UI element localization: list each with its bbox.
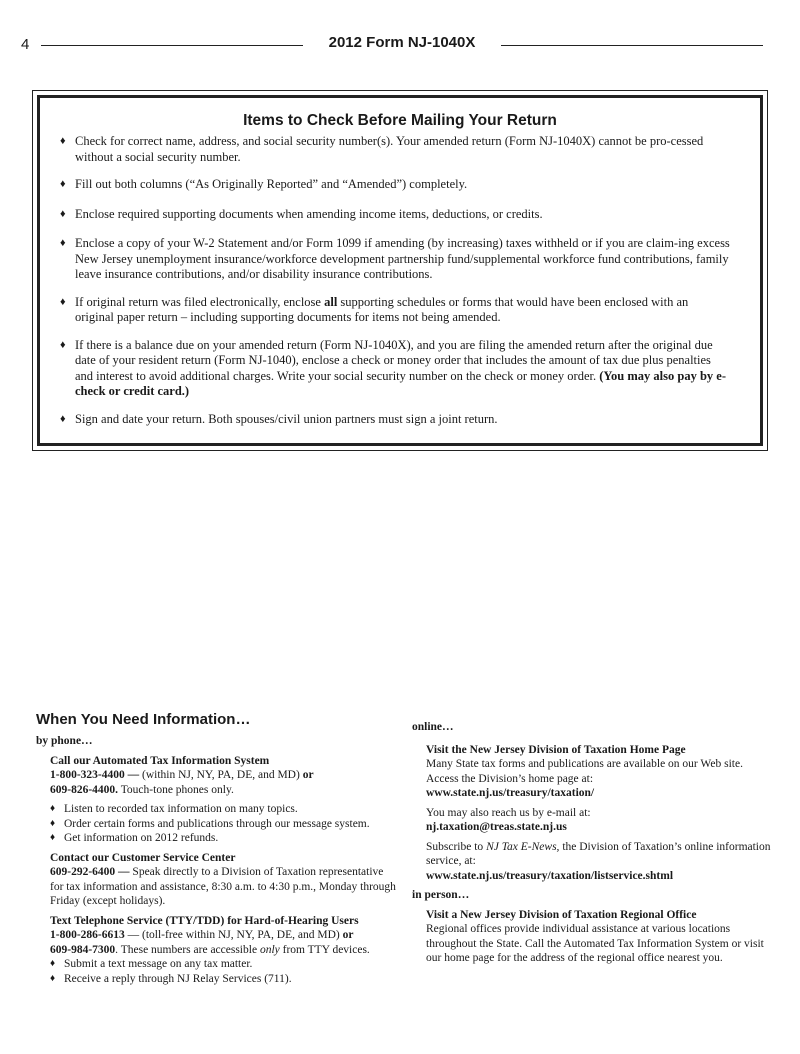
list-item: ♦ Receive a reply through NJ Relay Services (711). xyxy=(50,972,292,985)
list-item: ♦ Get information on 2012 refunds. xyxy=(50,832,219,844)
checklist-item xyxy=(60,412,730,428)
checklist-box-inner xyxy=(37,95,763,446)
diamond-bullet-icon: ♦ xyxy=(60,237,66,249)
page-number: 4 xyxy=(21,36,30,53)
email-text: You may also reach us by e-mail at: xyxy=(426,806,591,819)
list-item: ♦ Listen to recorded tax information on many topics. xyxy=(50,803,298,815)
customer-service-text: 609-292-6400 — Speak directly to a Division of Taxation representative for tax information and assistance, 8:30 a.m. to 4:30 p.m., Monday through Friday (except holidays). xyxy=(50,866,396,907)
checklist-item-text: Fill out both columns (“As Originally Reported” and “Amended”) completely. xyxy=(75,177,468,191)
tty-numbers: 1-800-286-6613 — (toll-free within NJ, NY, PA, DE, and MD) or 609-984-7300. These numbers are accessible only from TTY devices. xyxy=(50,929,370,956)
checklist xyxy=(60,134,730,427)
checklist-item xyxy=(60,134,730,165)
diamond-bullet-icon: ♦ xyxy=(60,207,66,220)
online-label: online… xyxy=(412,721,454,733)
checklist-item-text: Check for correct name, address, and social security number(s). Your amended return (Form NJ-1040X) cannot be pro-cessed without a social security number. xyxy=(75,134,704,164)
diamond-bullet-icon: ♦ xyxy=(50,803,56,814)
home-page-text: Many State tax forms and publications are available on our Web site. Access the Division’s home page at: xyxy=(426,758,743,785)
header-rule-left xyxy=(41,45,303,46)
diamond-bullet-icon: ♦ xyxy=(60,135,66,147)
diamond-bullet-icon: ♦ xyxy=(60,338,66,351)
checklist-item-text: Enclose required supporting documents when amending income items, deductions, or credits. xyxy=(75,206,543,221)
home-page-heading: Visit the New Jersey Division of Taxation Home Page xyxy=(426,743,686,756)
diamond-bullet-icon: ♦ xyxy=(50,817,56,829)
diamond-bullet-icon: ♦ xyxy=(60,178,66,190)
automated-system-numbers: 1-800-323-4400 — (within NJ, NY, PA, DE, and MD) or 609-826-4400. Touch-tone phones only. xyxy=(50,769,314,796)
listservice-url[interactable]: www.state.nj.us/treasury/taxation/listservice.shtml xyxy=(426,869,674,882)
customer-service-heading: Contact our Customer Service Center xyxy=(50,851,236,864)
checklist-item-text: If there is a balance due on your amended return (Form NJ-1040X), and you are filing the amended return after the original due date of your resident return (Form NJ-1040), enclose a check or money order that includes the amount of tax due plus penalties and interest to avoid additional charges. Write your social security number on the check or money order. (You may also pay by e-check or credit card.) xyxy=(75,337,726,398)
automated-system-heading: Call our Automated Tax Information System xyxy=(50,754,270,767)
list-item: ♦ Submit a text message on any tax matter. xyxy=(50,958,253,970)
checklist-item xyxy=(60,207,730,223)
in-person-label: in person… xyxy=(412,889,470,901)
checklist-item-text: If original return was filed electronically, enclose all supporting schedules or forms that would have been enclosed with an original paper return – including supporting documents for items not being amended. xyxy=(75,294,689,324)
checklist-item xyxy=(60,338,730,400)
checklist-item-text: Enclose a copy of your W-2 Statement and/or Form 1099 if amending (by increasing) taxes withheld or if you are claim-ing excess New Jersey unemployment insurance/workforce development partnership fund/supplemental workforce fund contributions, family leave insurance contributions, and/or disability insurance contributions. xyxy=(75,236,730,281)
checklist-item-text: Sign and date your return. Both spouses/civil union partners must sign a joint return. xyxy=(75,411,498,426)
checklist-title: Items to Check Before Mailing Your Return xyxy=(243,112,557,129)
tty-heading: Text Telephone Service (TTY/TDD) for Hard-of-Hearing Users xyxy=(50,914,359,927)
list-item: ♦ Order certain forms and publications through our message system. xyxy=(50,817,370,830)
checklist-item xyxy=(60,236,730,283)
info-right-column xyxy=(412,720,772,966)
info-title: When You Need Information… xyxy=(36,711,251,728)
info-left-column xyxy=(36,734,396,986)
regional-office-text: Regional offices provide individual assistance at various locations throughout the State. Call the Automated Tax Information System or visit our home page for the address of the regional office nearest you. xyxy=(426,923,764,964)
header-rule-right xyxy=(501,45,763,46)
diamond-bullet-icon: ♦ xyxy=(50,958,56,969)
checklist-item xyxy=(60,177,730,193)
diamond-bullet-icon: ♦ xyxy=(50,832,56,843)
form-title: 2012 Form NJ-1040X xyxy=(328,34,476,51)
checklist-box xyxy=(32,90,768,451)
automated-system-list xyxy=(36,802,396,846)
email-address[interactable]: nj.taxation@treas.state.nj.us xyxy=(426,821,567,833)
diamond-bullet-icon: ♦ xyxy=(60,295,66,308)
by-phone-label: by phone… xyxy=(36,735,93,747)
diamond-bullet-icon: ♦ xyxy=(50,972,56,984)
regional-office-heading: Visit a New Jersey Division of Taxation Regional Office xyxy=(426,908,697,921)
subscribe-text: Subscribe to NJ Tax E-News, the Division of Taxation’s online information service, at: xyxy=(426,840,771,867)
diamond-bullet-icon: ♦ xyxy=(60,412,66,425)
tty-list xyxy=(36,957,396,986)
home-page-url[interactable]: www.state.nj.us/treasury/taxation/ xyxy=(426,787,595,799)
checklist-item xyxy=(60,295,730,326)
